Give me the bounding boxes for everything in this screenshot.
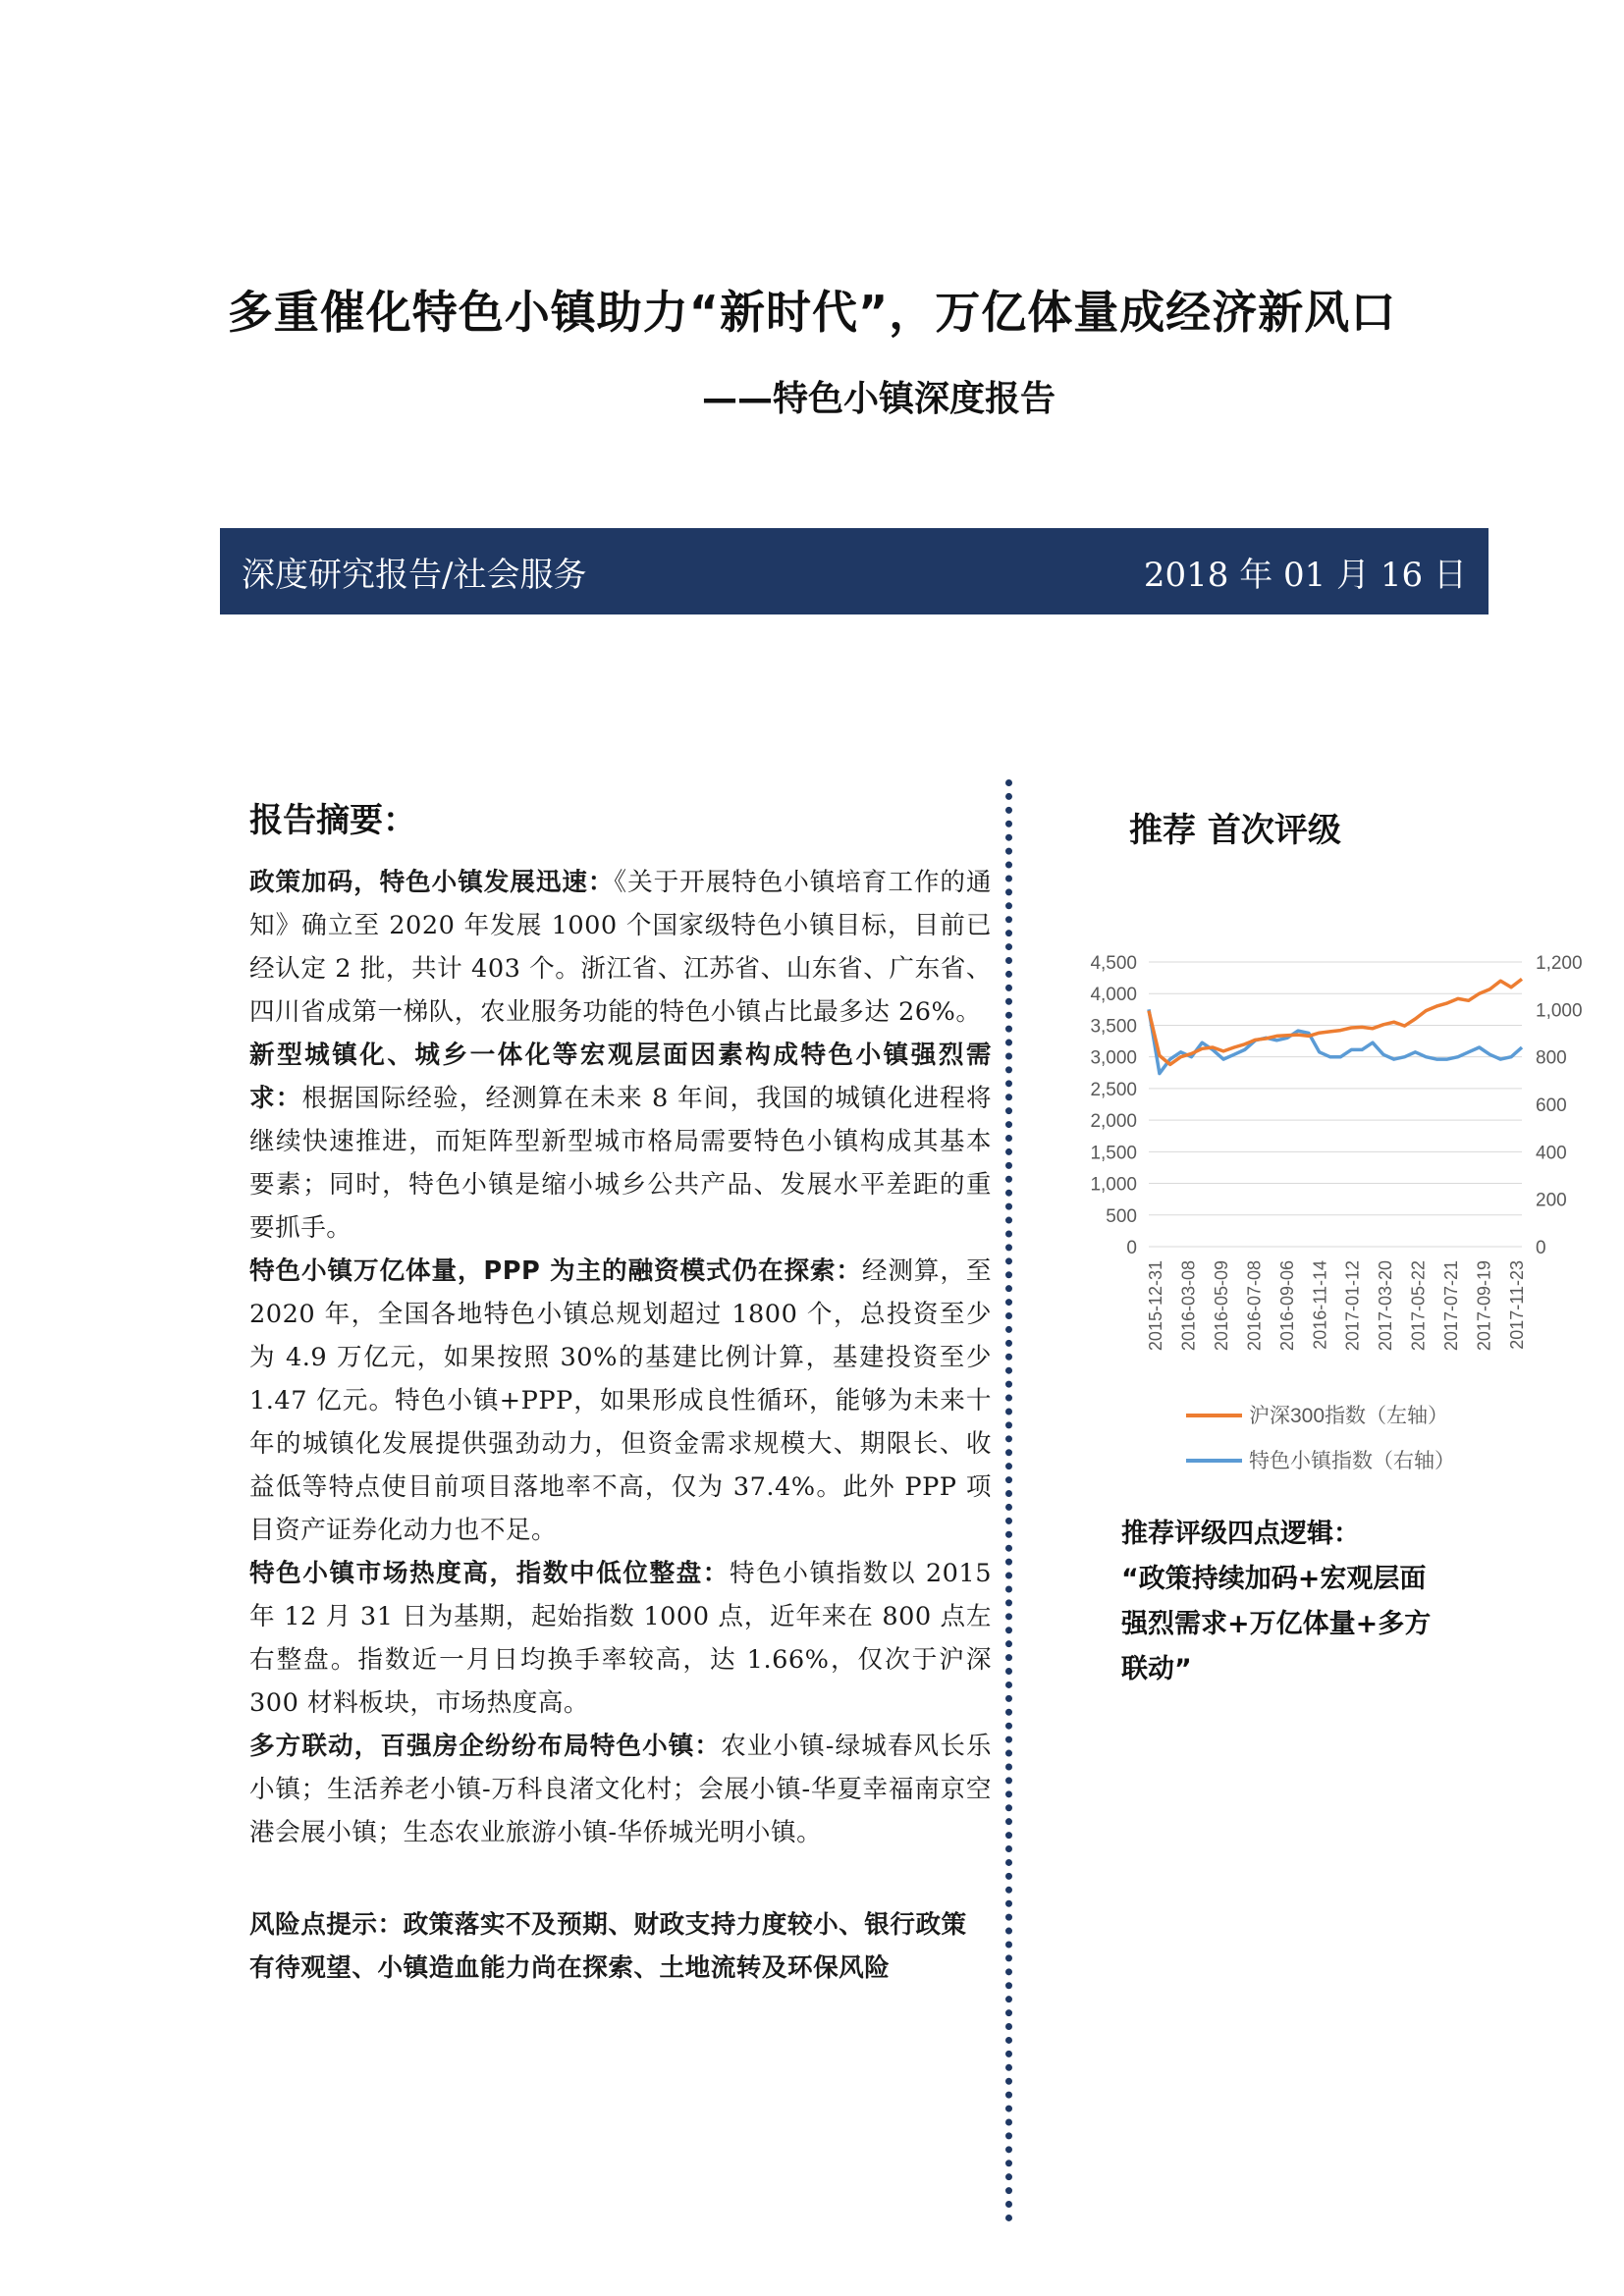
paragraph-body: 《关于开展特色小镇培育工作的通知》确立至 2020 年发展 1000 个国家级特色小镇目标，目前已经认定 2 批，共计 403 个。浙江省、江苏省、山东省、广东省、四川省成第一梯队，农业服务功能的特色小镇占比最多达 26%。 [249,868,992,1027]
summary-heading: 报告摘要： [249,801,416,840]
left-tick-label: 1,500 [1090,1143,1137,1164]
x-tick-label: 2016-03-08 [1178,1260,1199,1352]
x-axis [1146,1260,1527,1351]
right-axis [1536,953,1583,1258]
chart-grid [1149,962,1522,1247]
left-tick-label: 4,000 [1090,985,1137,1006]
legend-label: 特色小镇指数（右轴） [1249,1450,1455,1472]
report-date: 2018 年 01 月 16 日 [1143,555,1467,595]
x-tick-label: 2017-05-22 [1408,1260,1429,1352]
left-tick-label: 2,000 [1090,1111,1137,1133]
right-tick-label: 1,200 [1536,953,1583,974]
paragraph-body: 经测算，至 2020 年，全国各地特色小镇总规划超过 1800 个，总投资至少为 4.9 万亿元，如果按照 30%的基建比例计算，基建投资至少 1.47 亿元。特色小镇+PPP，如果形成良性循环，能够为未来十年的城镇化发展提供强劲动力，但资金需求规模大、期限长、收益低等特点使目前项目落地率不高，仅为 37.4%。此外 PPP 项目资产证券化动力也不足。 [249,1256,992,1545]
chart-legend [1186,1405,1455,1472]
left-axis [1090,953,1137,1258]
summary-paragraph [249,861,992,1034]
summary-column [249,793,992,1990]
left-tick-label: 1,000 [1090,1174,1137,1196]
summary-paragraph [249,1250,992,1552]
series-line [1149,1009,1522,1073]
left-tick-label: 500 [1106,1205,1137,1227]
index-line-chart [1041,933,1591,1492]
right-tick-label: 0 [1536,1238,1546,1258]
x-tick-label: 2017-01-12 [1342,1260,1363,1352]
right-tick-label: 200 [1536,1190,1567,1211]
x-tick-label: 2016-05-09 [1211,1260,1231,1352]
paragraph-body: 根据国际经验，经测算在未来 8 年间，我国的城镇化进程将继续快速推进，而矩阵型新型城市格局需要特色小镇构成其基本要素；同时，特色小镇是缩小城乡公共产品、发展水平差距的重要抓手。 [249,1084,992,1243]
rating-logic [1121,1512,1445,1692]
x-tick-label: 2017-03-20 [1376,1260,1396,1352]
x-tick-label: 2016-09-06 [1276,1260,1297,1352]
rating-logic-title: 推荐评级四点逻辑： [1121,1519,1360,1549]
x-tick-label: 2016-11-14 [1310,1260,1330,1350]
right-tick-label: 400 [1536,1143,1567,1164]
column-divider [1005,779,1012,2222]
rating-logic-body: “政策持续加码+宏观层面强烈需求+万亿体量+多方联动” [1121,1564,1432,1684]
report-banner [220,528,1489,614]
left-tick-label: 0 [1126,1238,1137,1258]
left-tick-label: 3,000 [1090,1047,1137,1069]
right-tick-label: 800 [1536,1047,1567,1069]
paragraph-lead: 多方联动，百强房企纷纷布局特色小镇： [249,1732,722,1761]
paragraph-body: 农业小镇-绿城春风长乐小镇；生活养老小镇-万科良渚文化村；会展小镇-华夏幸福南京空港会展小镇；生态农业旅游小镇-华侨城光明小镇。 [249,1732,992,1847]
paragraph-body: 特色小镇指数以 2015 年 12 月 31 日为基期，起始指数 1000 点，近年来在 800 点左右整盘。指数近一月日均换手率较高，达 1.66%，仅次于沪深 300 材料板块，市场热度高。 [249,1559,993,1718]
paragraph-lead: 特色小镇万亿体量，PPP 为主的融资模式仍在探索： [249,1256,862,1286]
right-tick-label: 1,000 [1536,1000,1583,1022]
x-tick-label: 2017-11-23 [1507,1260,1527,1350]
legend-label: 沪深300指数（左轴） [1249,1405,1449,1427]
summary-paragraph [249,1552,992,1725]
paragraph-lead: 新型城镇化、城乡一体化等宏观层面因素构成特色小镇强烈需求： [249,1041,992,1113]
x-tick-label: 2015-12-31 [1146,1260,1165,1352]
risk-note: 风险点提示：政策落实不及预期、财政支持力度较小、银行政策有待观望、小镇造血能力尚在探索、土地流转及环保风险 [249,1910,967,1983]
left-tick-label: 4,500 [1090,953,1137,974]
paragraph-lead: 特色小镇市场热度高，指数中低位整盘： [249,1559,730,1588]
right-tick-label: 600 [1536,1095,1567,1116]
report-subtitle: ——特色小镇深度报告 [702,379,1056,419]
left-tick-label: 3,500 [1090,1016,1137,1038]
x-tick-label: 2016-07-08 [1244,1260,1265,1352]
summary-paragraph [249,1725,992,1854]
x-tick-label: 2017-07-21 [1441,1260,1462,1352]
report-category: 深度研究报告/社会服务 [242,555,587,595]
paragraph-lead: 政策加码，特色小镇发展迅速： [249,868,615,897]
left-tick-label: 2,500 [1090,1079,1137,1100]
report-title: 多重催化特色小镇助力“新时代”，万亿体量成经济新风口 [227,286,1397,339]
summary-paragraph [249,1034,992,1250]
x-tick-label: 2017-09-19 [1474,1260,1494,1352]
rating-heading: 推荐 首次评级 [1129,811,1341,850]
